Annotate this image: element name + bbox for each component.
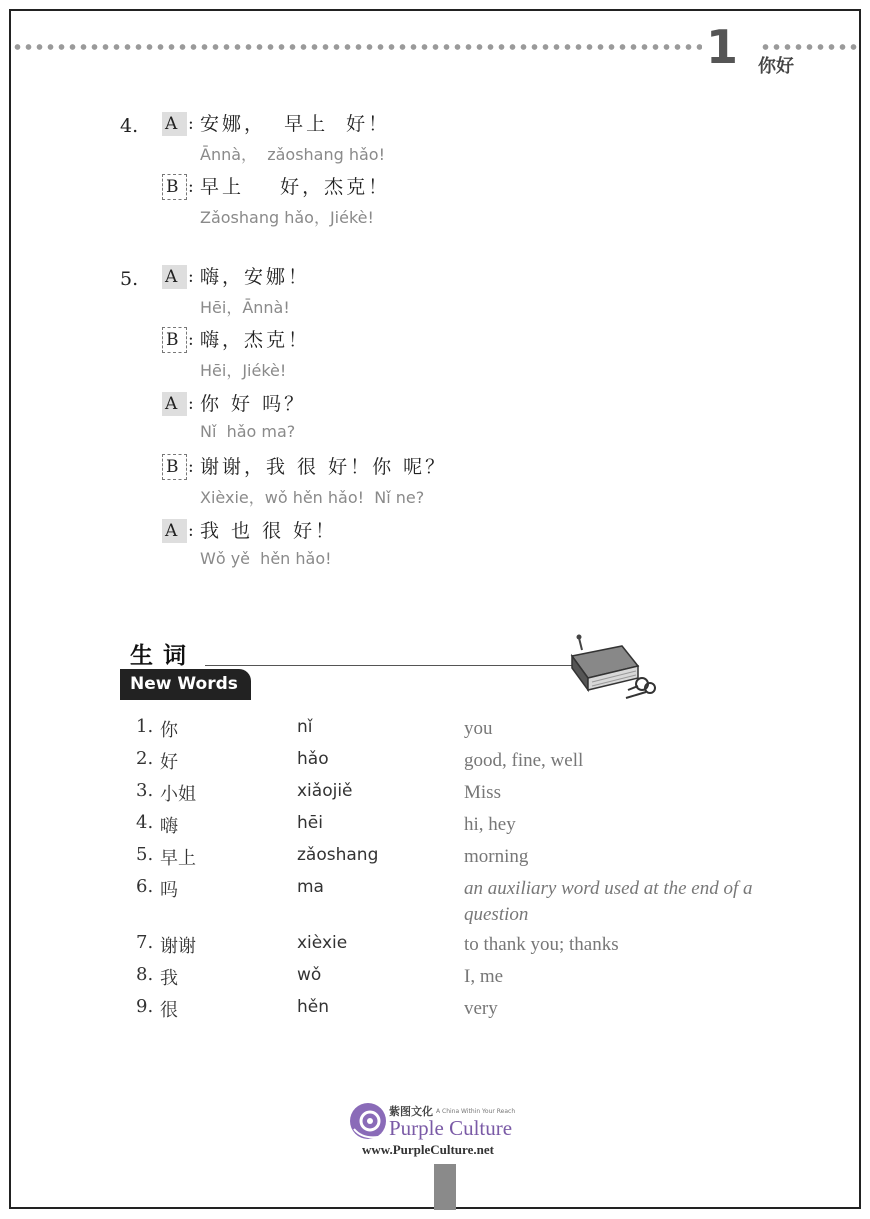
line-pinyin: Hēi，Ānnà!: [200, 298, 290, 317]
vocab-index: 4.: [136, 812, 154, 833]
vocab-word: 小姐: [160, 784, 196, 805]
vocab-row: [136, 780, 796, 810]
line-hanzi: 早上 好，杰克！: [200, 176, 391, 198]
lesson-number: 1: [706, 20, 739, 74]
vocab-pinyin: hēi: [297, 813, 323, 833]
dialogue-number: 4.: [120, 115, 139, 137]
speaker-colon: :: [188, 457, 194, 477]
vocab-pinyin: nǐ: [297, 717, 313, 737]
vocab-word: 我: [160, 968, 178, 989]
purple-culture-logo-icon: [348, 1099, 388, 1143]
vocab-word: 吗: [160, 880, 178, 901]
vocab-row: [136, 844, 796, 874]
line-hanzi: 你 好 吗？: [200, 393, 307, 415]
vocab-pinyin: hěn: [297, 997, 330, 1017]
vocab-row: [136, 812, 796, 842]
speaker-a-label: A: [162, 112, 187, 136]
speaker-b-label: B: [162, 454, 187, 480]
vocab-row: [136, 716, 796, 746]
new-words-title-cn: 生词: [130, 643, 196, 669]
vocab-meaning: good, fine, well: [464, 750, 584, 771]
vocab-pinyin: zǎoshang: [297, 845, 379, 865]
vocab-index: 7.: [136, 932, 154, 953]
vocab-index: 1.: [136, 716, 154, 737]
page-number-tab: [434, 1164, 456, 1210]
vocab-meaning: hi, hey: [464, 814, 516, 835]
line-hanzi: 嗨，杰克！: [200, 329, 311, 351]
speaker-colon: :: [188, 521, 194, 541]
vocab-row: [136, 876, 796, 932]
line-hanzi: 安娜， 早上 好！: [200, 113, 391, 135]
vocab-word: 你: [160, 720, 178, 741]
vocab-index: 2.: [136, 748, 154, 769]
line-pinyin: Wǒ yě hěn hǎo!: [200, 549, 332, 568]
line-pinyin: Zǎoshang hǎo，Jiékè!: [200, 208, 374, 227]
vocab-meaning: an auxiliary word used at the end of a question: [464, 878, 753, 925]
speaker-a-label: A: [162, 265, 187, 289]
vocab-row: [136, 964, 796, 994]
vocab-row: [136, 996, 796, 1026]
vocab-pinyin: wǒ: [297, 965, 322, 985]
vocab-index: 5.: [136, 844, 154, 865]
vocab-index: 3.: [136, 780, 154, 801]
line-pinyin: Xièxie，wǒ hěn hǎo! Nǐ ne?: [200, 488, 425, 507]
vocab-pinyin: xiǎojiě: [297, 781, 353, 801]
speaker-colon: :: [188, 267, 194, 287]
vocab-meaning: you: [464, 718, 493, 739]
vocab-meaning: morning: [464, 846, 529, 867]
line-hanzi: 嗨，安娜！: [200, 266, 311, 288]
line-pinyin: Hēi，Jiékè!: [200, 361, 287, 380]
vocab-word: 嗨: [160, 816, 178, 837]
speaker-colon: :: [188, 330, 194, 350]
speaker-colon: :: [188, 394, 194, 414]
line-pinyin: Nǐ hǎo ma?: [200, 422, 296, 441]
speaker-a-label: A: [162, 392, 187, 416]
speaker-b-label: B: [162, 327, 187, 353]
speaker-colon: :: [188, 177, 194, 197]
section-rule: [205, 665, 615, 666]
dialogue-number: 5.: [120, 268, 139, 290]
lesson-title: 你好: [758, 56, 794, 77]
vocab-meaning: Miss: [464, 782, 501, 803]
vocab-meaning: very: [464, 998, 498, 1019]
vocab-row: [136, 748, 796, 778]
watermark-brand: Purple Culture: [389, 1116, 513, 1140]
vocab-pinyin: xièxie: [297, 933, 348, 953]
speaker-b-label: B: [162, 174, 187, 200]
vocab-index: 6.: [136, 876, 154, 897]
page-frame: [9, 9, 861, 1209]
vocab-pinyin: ma: [297, 877, 324, 897]
vocab-index: 9.: [136, 996, 154, 1017]
speaker-colon: :: [188, 114, 194, 134]
vocab-meaning: to thank you; thanks: [464, 934, 619, 955]
header-dotted-rule-left: [12, 43, 702, 51]
watermark-tagline: A China Within Your Reach: [436, 1108, 516, 1115]
line-hanzi: 谢谢，我 很 好！你 呢？: [200, 456, 448, 478]
speaker-a-label: A: [162, 519, 187, 543]
watermark-cn: 紫图文化: [389, 1105, 433, 1118]
vocab-meaning: I, me: [464, 966, 504, 987]
vocab-word: 很: [160, 1000, 178, 1021]
vocab-word: 早上: [160, 848, 196, 869]
vocab-row: [136, 932, 796, 962]
book-icon: [566, 632, 658, 704]
line-pinyin: Ānnà， zǎoshang hǎo!: [200, 145, 386, 164]
vocab-index: 8.: [136, 964, 154, 985]
vocab-pinyin: hǎo: [297, 749, 329, 769]
vocab-word: 好: [160, 752, 178, 773]
watermark-url: www.PurpleCulture.net: [362, 1142, 494, 1157]
new-words-title-en: New Words: [120, 669, 251, 700]
line-hanzi: 我 也 很 好！: [200, 520, 338, 542]
header-dotted-rule-right: [760, 43, 860, 51]
vocab-word: 谢谢: [160, 936, 196, 957]
